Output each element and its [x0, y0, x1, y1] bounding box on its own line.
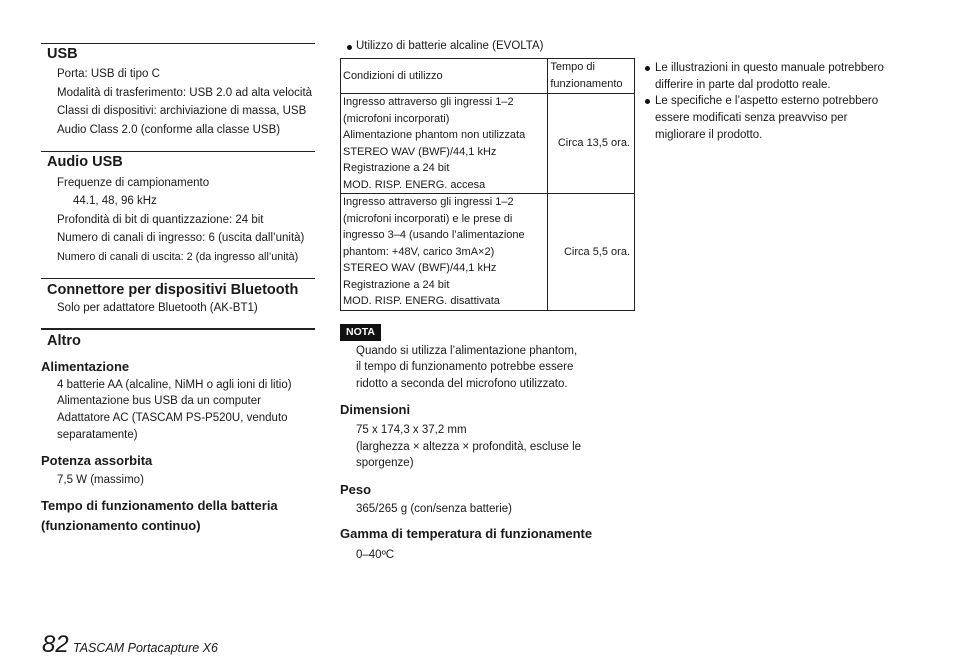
temperatura-heading: Gamma di temperatura di funzionamente: [340, 526, 593, 541]
condition-line: Ingresso attraverso gli ingressi 1–2: [343, 96, 514, 108]
condition-line: phantom: +48V, carico 3mA×2): [343, 245, 495, 258]
note-line: migliorare il prodotto.: [655, 129, 763, 141]
usb-line: Classi di dispositivi: archiviazione di massa, USB: [57, 105, 307, 117]
note-line: Le illustrazioni in questo manuale potrebbero: [655, 62, 884, 74]
alimentazione-line: separatamente): [57, 429, 138, 441]
note-line: Le specifiche e l’aspetto esterno potrebbero: [655, 95, 879, 107]
audio-usb-line: Numero di canali di ingresso: 6 (uscita dall’unità): [57, 232, 305, 244]
table-row: [341, 194, 635, 311]
audio-usb-section-rule: [41, 151, 315, 152]
audio-usb-line: 44.1, 48, 96 kHz: [73, 195, 157, 207]
dimensioni-line: (larghezza × altezza × profondità, escluse le: [356, 441, 582, 453]
header-time-line: Tempo di: [550, 61, 595, 73]
audio-usb-line: Numero di canali di uscita: 2 (da ingresso all’unità): [57, 251, 299, 263]
condition-line: STEREO WAV (BWF)/44,1 kHz: [343, 262, 497, 274]
table-row: [341, 94, 635, 194]
usb-line: Porta: USB di tipo C: [57, 68, 160, 80]
bluetooth-section-rule: [41, 278, 315, 279]
altro-heading: Altro: [47, 333, 81, 349]
note-line: differire in parte dal prodotto reale.: [655, 79, 831, 91]
condition-line: (microfoni incorporati) e le prese di: [343, 212, 513, 225]
row-conditions: [341, 194, 548, 311]
header-conditions: Condizioni di utilizzo: [341, 59, 548, 94]
bullet-dot: [347, 45, 352, 50]
bluetooth-line: Solo per adattatore Bluetooth (AK-BT1): [57, 302, 258, 314]
page-number: 82: [42, 631, 69, 658]
nota-badge: NOTA: [340, 324, 381, 341]
condition-line: Registrazione a 24 bit: [343, 162, 450, 174]
condition-line: Alimentazione phantom non utilizzata: [343, 129, 526, 141]
usb-line: Audio Class 2.0 (conforme alla classe USB): [57, 124, 281, 136]
bullet-dot: [645, 99, 650, 104]
condition-line: Ingresso attraverso gli ingressi 1–2: [343, 196, 514, 208]
tempo-heading-cont: (funzionamento continuo): [41, 518, 201, 533]
condition-line: (microfoni incorporati): [343, 112, 450, 125]
alimentazione-line: Alimentazione bus USB da un computer: [57, 395, 261, 407]
dimensioni-line: 75 x 174,3 x 37,2 mm: [356, 424, 467, 436]
bluetooth-heading: Connettore per dispositivi Bluetooth: [47, 282, 299, 298]
alimentazione-heading: Alimentazione: [41, 359, 130, 374]
alimentazione-line: 4 batterie AA (alcaline, NiMH o agli ioni di litio): [57, 379, 292, 391]
peso-line: 365/265 g (con/senza batterie): [356, 503, 512, 515]
condition-line: MOD. RISP. ENERG. disattivata: [343, 295, 500, 307]
audio-usb-line: Frequenze di campionamento: [57, 177, 210, 189]
nota-line: il tempo di funzionamento potrebbe essere: [356, 361, 574, 373]
header-time-line: funzionamento: [550, 78, 623, 90]
altro-section-rule: [41, 328, 315, 330]
usb-heading: USB: [47, 46, 78, 62]
nota-line: ridotto a seconda del microfono utilizzato.: [356, 378, 568, 390]
tempo-heading: Tempo di funzionamento della batteria: [41, 498, 278, 513]
audio-usb-line: Profondità di bit di quantizzazione: 24 bit: [57, 214, 264, 226]
peso-heading: Peso: [340, 482, 372, 497]
row-conditions: [341, 94, 548, 194]
condition-line: STEREO WAV (BWF)/44,1 kHz: [343, 145, 497, 158]
bullet-dot: [645, 66, 650, 71]
temperatura-value: 0–40ºC: [356, 549, 395, 561]
footer-title: TASCAM Portacapture X6: [73, 641, 218, 655]
alimentazione-line: Adattatore AC (TASCAM PS-P520U, venduto: [57, 412, 288, 424]
condition-line: ingresso 3–4 (usando l’alimentazione: [343, 229, 525, 241]
audio-usb-heading: Audio USB: [47, 154, 123, 170]
usb-section-rule: [41, 43, 315, 44]
dimensioni-heading: Dimensioni: [340, 402, 411, 417]
header-time: [548, 59, 635, 94]
nota-line: Quando si utilizza l’alimentazione phantom,: [356, 345, 578, 357]
usb-line: Modalità di trasferimento: USB 2.0 ad alta velocità: [57, 87, 313, 99]
potenza-heading: Potenza assorbita: [41, 453, 153, 468]
note-line: essere modificati senza preavviso per: [655, 112, 848, 124]
condition-line: Registrazione a 24 bit: [343, 278, 450, 291]
alkaline-label: Utilizzo di batterie alcaline (EVOLTA): [356, 40, 544, 52]
dimensioni-line: sporgenze): [356, 457, 414, 469]
row-time-value: Circa 5,5 ora.: [548, 194, 635, 311]
row-time-value: Circa 13,5 ora.: [548, 94, 635, 194]
condition-line: MOD. RISP. ENERG. accesa: [343, 178, 486, 191]
potenza-line: 7,5 W (massimo): [57, 474, 144, 486]
table-header-row: [341, 59, 635, 94]
battery-life-table: [340, 58, 635, 311]
